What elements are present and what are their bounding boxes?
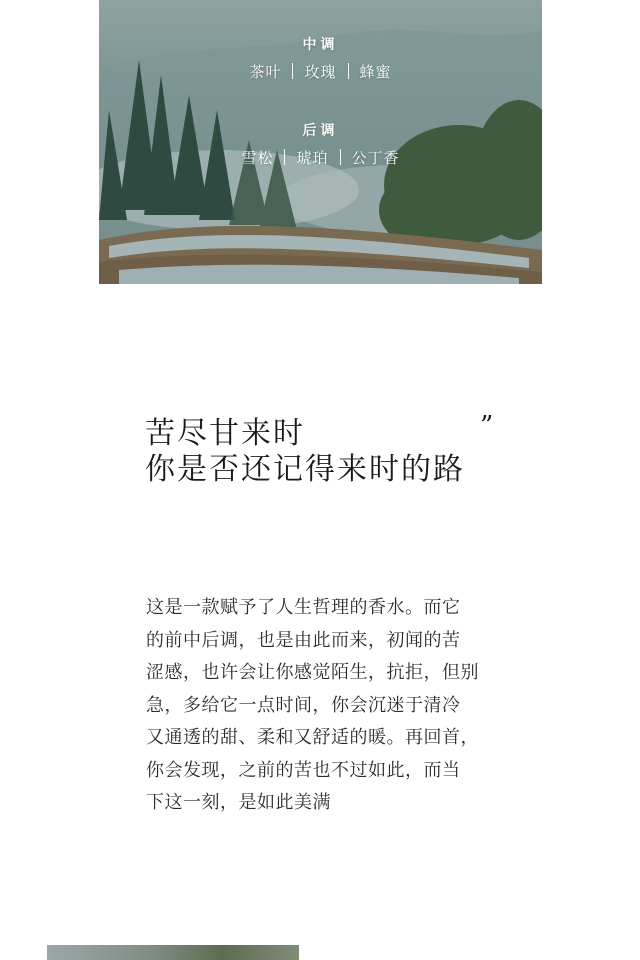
paragraph-line: 下这一刻，是如此美满: [146, 792, 331, 813]
note-item: 玫瑰: [304, 63, 337, 81]
base-notes-section: [99, 120, 542, 168]
bottom-landscape-image: [47, 945, 299, 960]
paragraph-line: 这是一款赋予了人生哲理的香水。而它: [146, 597, 461, 618]
quote-line-1: 苦尽甘来时: [145, 416, 305, 451]
middle-notes-list: [99, 61, 542, 82]
closing-quote-mark: ”: [480, 411, 494, 441]
description-paragraph: [146, 592, 496, 820]
base-notes-heading: 后调: [302, 123, 339, 139]
paragraph-line: 你会发现，之前的苦也不过如此，而当: [146, 759, 461, 781]
hero-landscape-image: [99, 0, 542, 284]
note-item: 雪松: [241, 149, 274, 167]
note-item: 公丁香: [351, 149, 400, 167]
paragraph-line: 涩感，也许会让你感觉陌生，抗拒，但别: [146, 662, 479, 683]
divider: [340, 149, 341, 165]
note-item: 茶叶: [249, 63, 282, 81]
divider: [284, 149, 285, 165]
note-item: 琥珀: [296, 149, 329, 167]
divider: [292, 63, 293, 79]
paragraph-line: 的前中后调，也是由此而来，初闻的苦: [146, 629, 461, 651]
note-item: 蜂蜜: [359, 63, 392, 81]
quote-block: [145, 416, 505, 488]
paragraph-line: 又通透的甜、柔和又舒适的暖。再回首，: [146, 727, 479, 748]
divider: [348, 63, 349, 79]
middle-notes-heading: 中调: [302, 37, 339, 53]
middle-notes-section: [99, 34, 542, 82]
paragraph-line: 急，多给它一点时间，你会沉迷于清冷: [146, 694, 461, 716]
quote-line-2: 你是否还记得来时的路: [145, 452, 465, 487]
base-notes-list: [99, 147, 542, 168]
